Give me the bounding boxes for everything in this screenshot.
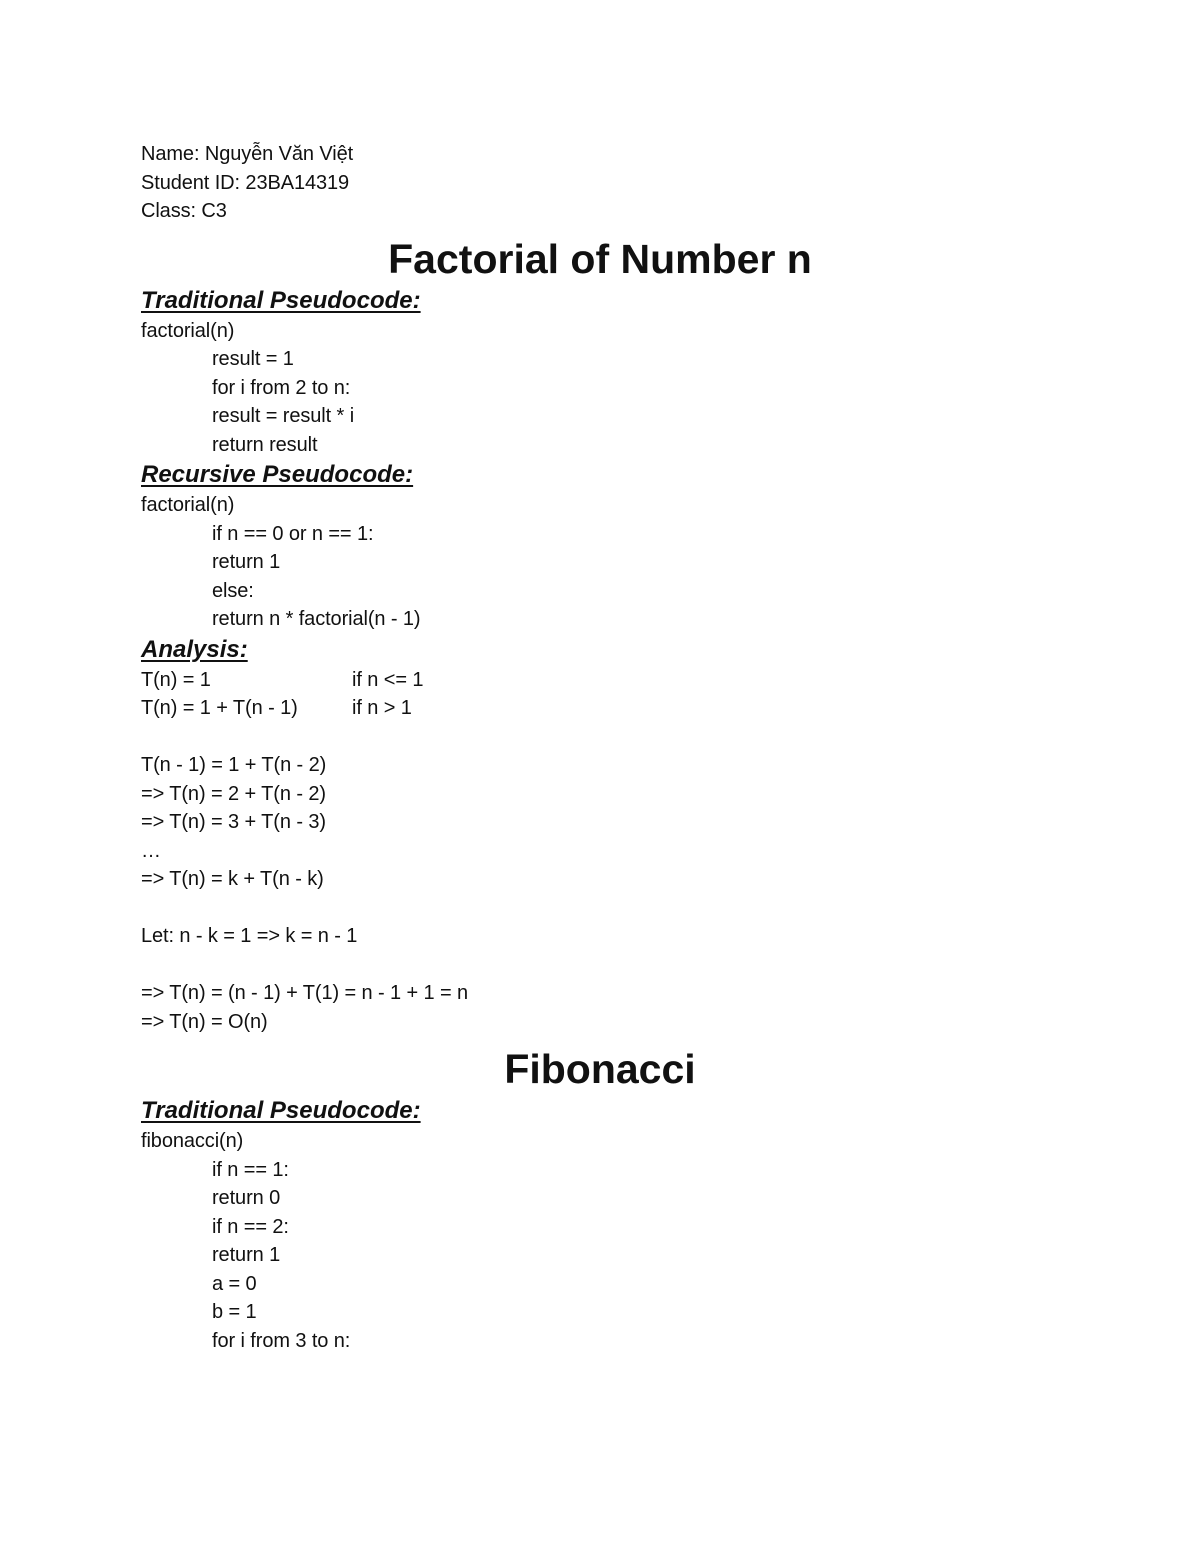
code-line: factorial(n) [141,494,235,516]
document-page [141,140,1061,1355]
recurrence-expr: T(n) = 1 + T(n - 1) [141,697,298,719]
recurrence-line [141,666,1061,695]
student-class: Class: C3 [141,200,227,222]
derivation-line: … [141,839,161,862]
code-line: result = 1 [212,348,294,370]
fibonacci-traditional-heading: Traditional Pseudocode: [141,1097,421,1124]
code-line: return 1 [212,551,281,573]
derivation-line: T(n - 1) = 1 + T(n - 2) [141,754,327,776]
factorial-title: Factorial of Number n [388,235,812,282]
spacer [141,894,1061,923]
code-line: return 1 [212,1244,281,1266]
code-line: else: [212,579,254,602]
derivation-line: => T(n) = k + T(n - k) [141,868,324,890]
factorial-recursive-heading: Recursive Pseudocode: [141,461,414,488]
code-line: return 0 [212,1187,281,1209]
code-line: result = result * i [212,405,355,427]
spacer [141,951,1061,980]
derivation-line: => T(n) = 3 + T(n - 3) [141,811,326,833]
code-line: for i from 3 to n: [212,1329,351,1352]
recurrence-condition: if n <= 1 [352,668,424,691]
recurrence-expr: T(n) = 1 [141,668,211,691]
code-line: return result [212,433,318,456]
code-line: for i from 2 to n: [212,376,351,399]
derivation-line: => T(n) = 2 + T(n - 2) [141,782,326,805]
code-line: factorial(n) [141,319,235,342]
code-line: if n == 0 or n == 1: [212,522,374,545]
recurrence-condition: if n > 1 [352,697,412,719]
code-line: if n == 1: [212,1158,289,1181]
code-line: return n * factorial(n - 1) [212,608,421,630]
factorial-traditional-heading: Traditional Pseudocode: [141,286,421,314]
conclusion-line: => T(n) = (n - 1) + T(1) = n - 1 + 1 = n [141,982,469,1004]
spacer [141,723,1061,752]
code-line: b = 1 [212,1301,257,1323]
student-name: Name: Nguyễn Văn Việt [141,143,354,165]
recurrence-line [141,694,1061,723]
code-line: a = 0 [212,1272,257,1295]
conclusion-line: => T(n) = O(n) [141,1010,268,1033]
student-id: Student ID: 23BA14319 [141,171,350,194]
code-line: if n == 2: [212,1215,289,1238]
let-line: Let: n - k = 1 => k = n - 1 [141,925,358,947]
fibonacci-title: Fibonacci [504,1046,696,1092]
code-line: fibonacci(n) [141,1130,244,1152]
analysis-heading: Analysis: [141,635,248,663]
